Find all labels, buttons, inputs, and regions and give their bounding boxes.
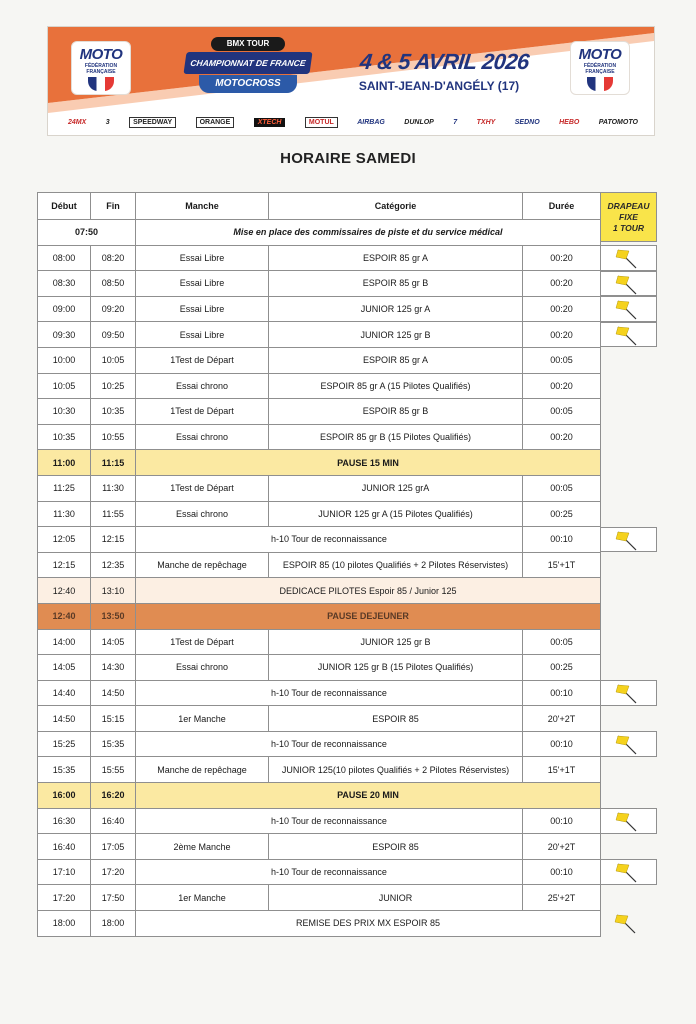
cell-fin: 11:30 bbox=[91, 475, 136, 501]
sponsor-logo: MOTUL bbox=[305, 117, 338, 128]
cell-duree: 00:25 bbox=[523, 501, 601, 527]
cell-fin: 10:55 bbox=[91, 424, 136, 450]
ffm-logo-left-fed: FÉDÉRATION FRANÇAISE bbox=[84, 63, 118, 75]
yellow-flag-icon bbox=[615, 530, 639, 552]
table-row bbox=[38, 552, 601, 578]
cell-duree: 00:25 bbox=[523, 655, 601, 681]
yellow-flag-icon bbox=[615, 862, 639, 884]
cell-debut: 11:25 bbox=[38, 475, 91, 501]
flag-header-line: FIXE bbox=[619, 211, 638, 222]
sponsor-logo: 7 bbox=[453, 118, 458, 126]
cell-manche: Essai chrono bbox=[136, 655, 269, 681]
schedule-table bbox=[37, 192, 601, 937]
schedule-body bbox=[38, 220, 601, 937]
table-row bbox=[38, 885, 601, 911]
cell-manche: 1er Manche bbox=[136, 706, 269, 732]
cell-manche: 1Test de Départ bbox=[136, 475, 269, 501]
cell-debut: 09:30 bbox=[38, 322, 91, 348]
cell-debut: 17:10 bbox=[38, 859, 91, 885]
cell-manche: Manche de repêchage bbox=[136, 552, 269, 578]
table-row bbox=[38, 475, 601, 501]
cell-debut: 16:30 bbox=[38, 808, 91, 834]
cell-span: h-10 Tour de reconnaissance bbox=[136, 731, 523, 757]
cell-debut: 08:30 bbox=[38, 271, 91, 297]
cell-duree: 00:05 bbox=[523, 347, 601, 373]
flag-cell bbox=[600, 296, 657, 322]
ffm-shield-icon bbox=[587, 77, 613, 91]
cell-categorie: JUNIOR 125 gr A bbox=[269, 296, 523, 322]
table-row bbox=[38, 911, 601, 937]
table-row bbox=[38, 731, 601, 757]
cell-debut: 12:05 bbox=[38, 527, 91, 553]
cell-fin: 17:05 bbox=[91, 834, 136, 860]
cell-categorie: ESPOIR 85 gr A bbox=[269, 347, 523, 373]
cell-duree: 00:05 bbox=[523, 475, 601, 501]
cell-debut: 14:40 bbox=[38, 680, 91, 706]
table-row bbox=[38, 347, 601, 373]
cell-manche: Essai Libre bbox=[136, 296, 269, 322]
table-row bbox=[38, 859, 601, 885]
cell-fin: 14:30 bbox=[91, 655, 136, 681]
cell-categorie: JUNIOR 125(10 pilotes Qualifiés + 2 Pilotes Réservistes) bbox=[269, 757, 523, 783]
table-row bbox=[38, 834, 601, 860]
yellow-flag-icon bbox=[615, 683, 639, 705]
table-row bbox=[38, 399, 601, 425]
cell-duree: 00:20 bbox=[523, 271, 601, 297]
cell-categorie: ESPOIR 85 gr B bbox=[269, 399, 523, 425]
header-manche: Manche bbox=[136, 193, 269, 220]
cell-debut: 18:00 bbox=[38, 911, 91, 937]
cell-fin: 13:50 bbox=[91, 603, 136, 629]
table-row bbox=[38, 322, 601, 348]
cell-duree: 00:20 bbox=[523, 424, 601, 450]
badge-sub: MOTOCROSS bbox=[199, 75, 297, 93]
cell-duree: 15'+1T bbox=[523, 552, 601, 578]
cell-fin: 17:50 bbox=[91, 885, 136, 911]
cell-categorie: ESPOIR 85 gr B (15 Pilotes Qualifiés) bbox=[269, 424, 523, 450]
cell-merged: PAUSE DEJEUNER bbox=[136, 603, 601, 629]
table-row bbox=[38, 450, 601, 476]
cell-categorie: JUNIOR 125 gr B bbox=[269, 322, 523, 348]
header-categorie: Catégorie bbox=[269, 193, 523, 220]
cell-debut: 16:00 bbox=[38, 783, 91, 809]
cell-manche: Essai Libre bbox=[136, 322, 269, 348]
sponsor-logo: 24MX bbox=[68, 118, 87, 126]
header-debut: Début bbox=[38, 193, 91, 220]
cell-categorie: JUNIOR bbox=[269, 885, 523, 911]
cell-duree: 00:20 bbox=[523, 322, 601, 348]
yellow-flag-icon bbox=[615, 299, 639, 321]
table-row bbox=[38, 527, 601, 553]
cell-span: h-10 Tour de reconnaissance bbox=[136, 808, 523, 834]
cell-manche: Essai chrono bbox=[136, 373, 269, 399]
sponsor-logo: ORANGE bbox=[196, 117, 235, 128]
cell-manche: 2ème Manche bbox=[136, 834, 269, 860]
cell-duree: 25'+2T bbox=[523, 885, 601, 911]
page-title: HORAIRE SAMEDI bbox=[280, 150, 416, 167]
cell-fin: 18:00 bbox=[91, 911, 136, 937]
cell-fin: 08:20 bbox=[91, 245, 136, 271]
sponsor-logo: XTECH bbox=[254, 118, 286, 127]
cell-fin: 14:05 bbox=[91, 629, 136, 655]
championship-badge bbox=[185, 37, 311, 103]
table-row bbox=[38, 578, 601, 604]
cell-debut: 12:15 bbox=[38, 552, 91, 578]
cell-debut: 10:05 bbox=[38, 373, 91, 399]
cell-manche: 1er Manche bbox=[136, 885, 269, 911]
sponsor-logo: 3 bbox=[105, 118, 110, 126]
cell-categorie: JUNIOR 125 grA bbox=[269, 475, 523, 501]
cell-debut: 10:30 bbox=[38, 399, 91, 425]
cell-debut: 08:00 bbox=[38, 245, 91, 271]
table-row bbox=[38, 629, 601, 655]
sponsor-logo: AIRBAG bbox=[357, 118, 385, 126]
cell-duree: 00:20 bbox=[523, 245, 601, 271]
cell-manche: 1Test de Départ bbox=[136, 629, 269, 655]
cell-duree: 00:10 bbox=[523, 527, 601, 553]
sponsor-logo: HEBO bbox=[559, 118, 580, 126]
cell-manche: 1Test de Départ bbox=[136, 399, 269, 425]
cell-merged: DEDICACE PILOTES Espoir 85 / Junior 125 bbox=[136, 578, 601, 604]
cell-categorie: ESPOIR 85 gr A bbox=[269, 245, 523, 271]
cell-fin: 10:05 bbox=[91, 347, 136, 373]
ffm-logo-left-text: MOTO bbox=[79, 46, 123, 63]
banner-orange-stripe bbox=[48, 27, 654, 113]
flag-cell bbox=[600, 680, 657, 706]
info-text: Mise en place des commissaires de piste et du service médical bbox=[136, 220, 601, 246]
cell-duree: 00:05 bbox=[523, 399, 601, 425]
cell-manche: Essai Libre bbox=[136, 271, 269, 297]
flag-cell bbox=[600, 808, 657, 834]
table-row bbox=[38, 296, 601, 322]
table-row bbox=[38, 655, 601, 681]
cell-categorie: ESPOIR 85 gr A (15 Pilotes Qualifiés) bbox=[269, 373, 523, 399]
cell-fin: 11:55 bbox=[91, 501, 136, 527]
table-row bbox=[38, 424, 601, 450]
ffm-logo-left bbox=[71, 41, 131, 95]
table-header-row bbox=[38, 193, 601, 220]
sponsor-logo: DUNLOP bbox=[404, 118, 434, 126]
cell-debut: 15:25 bbox=[38, 731, 91, 757]
cell-duree: 00:20 bbox=[523, 373, 601, 399]
flag-column-header bbox=[600, 192, 657, 242]
event-date: 4 & 5 AVRIL 2026 bbox=[358, 49, 531, 74]
cell-duree: 00:10 bbox=[523, 859, 601, 885]
table-row bbox=[38, 808, 601, 834]
cell-debut: 11:30 bbox=[38, 501, 91, 527]
cell-manche: Essai chrono bbox=[136, 424, 269, 450]
cell-fin: 15:15 bbox=[91, 706, 136, 732]
cell-duree: 00:10 bbox=[523, 680, 601, 706]
cell-merged: REMISE DES PRIX MX ESPOIR 85 bbox=[136, 911, 601, 937]
yellow-flag-icon bbox=[615, 734, 639, 756]
info-row bbox=[38, 220, 601, 246]
yellow-flag-icon bbox=[614, 913, 638, 935]
cell-categorie: ESPOIR 85 bbox=[269, 834, 523, 860]
yellow-flag-icon bbox=[615, 248, 639, 270]
event-place: SAINT-JEAN-D'ANGÉLY (17) bbox=[358, 79, 520, 93]
cell-categorie: JUNIOR 125 gr B bbox=[269, 629, 523, 655]
badge-tour: BMX TOUR bbox=[211, 37, 285, 51]
cell-duree: 00:10 bbox=[523, 808, 601, 834]
cell-fin: 09:20 bbox=[91, 296, 136, 322]
cell-debut: 12:40 bbox=[38, 578, 91, 604]
ffm-logo-right-fed: FÉDÉRATION FRANÇAISE bbox=[583, 63, 617, 75]
cell-categorie: ESPOIR 85 bbox=[269, 706, 523, 732]
header-fin: Fin bbox=[91, 193, 136, 220]
cell-debut: 17:20 bbox=[38, 885, 91, 911]
cell-debut: 10:35 bbox=[38, 424, 91, 450]
flag-cell bbox=[600, 527, 657, 553]
cell-fin: 11:15 bbox=[91, 450, 136, 476]
cell-duree: 00:20 bbox=[523, 296, 601, 322]
sponsor-logo: PATOMOTO bbox=[598, 118, 638, 126]
flag-cell bbox=[600, 911, 657, 937]
table-row bbox=[38, 501, 601, 527]
cell-categorie: JUNIOR 125 gr A (15 Pilotes Qualifiés) bbox=[269, 501, 523, 527]
table-row bbox=[38, 271, 601, 297]
table-row bbox=[38, 783, 601, 809]
cell-debut: 14:50 bbox=[38, 706, 91, 732]
yellow-flag-icon bbox=[615, 325, 639, 347]
cell-fin: 16:20 bbox=[91, 783, 136, 809]
header-duree: Durée bbox=[523, 193, 601, 220]
flag-cell bbox=[600, 731, 657, 757]
cell-duree: 15'+1T bbox=[523, 757, 601, 783]
cell-debut: 15:35 bbox=[38, 757, 91, 783]
cell-debut: 14:00 bbox=[38, 629, 91, 655]
cell-merged: PAUSE 15 MIN bbox=[136, 450, 601, 476]
flag-cell bbox=[600, 322, 657, 348]
ffm-logo-right-text: MOTO bbox=[578, 46, 622, 63]
cell-manche: Essai Libre bbox=[136, 245, 269, 271]
cell-span: h-10 Tour de reconnaissance bbox=[136, 527, 523, 553]
cell-fin: 10:35 bbox=[91, 399, 136, 425]
table-row bbox=[38, 706, 601, 732]
cell-categorie: ESPOIR 85 gr B bbox=[269, 271, 523, 297]
cell-duree: 00:05 bbox=[523, 629, 601, 655]
cell-debut: 09:00 bbox=[38, 296, 91, 322]
cell-fin: 14:50 bbox=[91, 680, 136, 706]
cell-duree: 20'+2T bbox=[523, 834, 601, 860]
sponsor-logo: TXHY bbox=[476, 118, 496, 126]
cell-fin: 12:15 bbox=[91, 527, 136, 553]
cell-fin: 08:50 bbox=[91, 271, 136, 297]
cell-manche: Essai chrono bbox=[136, 501, 269, 527]
cell-duree: 20'+2T bbox=[523, 706, 601, 732]
cell-debut: 16:40 bbox=[38, 834, 91, 860]
cell-categorie: JUNIOR 125 gr B (15 Pilotes Qualifiés) bbox=[269, 655, 523, 681]
table-row bbox=[38, 373, 601, 399]
sponsor-logo: SPEEDWAY bbox=[129, 117, 176, 128]
yellow-flag-icon bbox=[615, 274, 639, 296]
sponsor-row bbox=[68, 113, 638, 131]
cell-span: h-10 Tour de reconnaissance bbox=[136, 680, 523, 706]
cell-span: h-10 Tour de reconnaissance bbox=[136, 859, 523, 885]
cell-debut: 12:40 bbox=[38, 603, 91, 629]
cell-fin: 16:40 bbox=[91, 808, 136, 834]
cell-manche: Manche de repêchage bbox=[136, 757, 269, 783]
sponsor-logo: SEDNO bbox=[514, 118, 540, 126]
badge-title: CHAMPIONNAT DE FRANCE bbox=[183, 52, 312, 74]
cell-fin: 10:25 bbox=[91, 373, 136, 399]
cell-fin: 12:35 bbox=[91, 552, 136, 578]
cell-manche: 1Test de Départ bbox=[136, 347, 269, 373]
cell-fin: 15:55 bbox=[91, 757, 136, 783]
flag-cell bbox=[600, 271, 657, 297]
cell-duree: 00:10 bbox=[523, 731, 601, 757]
cell-fin: 13:10 bbox=[91, 578, 136, 604]
yellow-flag-icon bbox=[615, 811, 639, 833]
table-row bbox=[38, 680, 601, 706]
flag-header-line: 1 TOUR bbox=[612, 222, 645, 233]
cell-categorie: ESPOIR 85 (10 pilotes Qualifiés + 2 Pilotes Réservistes) bbox=[269, 552, 523, 578]
table-row bbox=[38, 757, 601, 783]
table-row bbox=[38, 245, 601, 271]
cell-debut: 10:00 bbox=[38, 347, 91, 373]
ffm-shield-icon bbox=[88, 77, 114, 91]
cell-fin: 17:20 bbox=[91, 859, 136, 885]
cell-merged: PAUSE 20 MIN bbox=[136, 783, 601, 809]
flag-cell bbox=[600, 245, 657, 271]
event-banner bbox=[47, 26, 655, 136]
cell-fin: 15:35 bbox=[91, 731, 136, 757]
cell-debut: 11:00 bbox=[38, 450, 91, 476]
flag-header-line: DRAPEAU bbox=[607, 200, 650, 211]
table-row bbox=[38, 603, 601, 629]
info-time: 07:50 bbox=[38, 220, 136, 246]
flag-cell bbox=[600, 859, 657, 885]
cell-debut: 14:05 bbox=[38, 655, 91, 681]
cell-fin: 09:50 bbox=[91, 322, 136, 348]
ffm-logo-right bbox=[570, 41, 630, 95]
